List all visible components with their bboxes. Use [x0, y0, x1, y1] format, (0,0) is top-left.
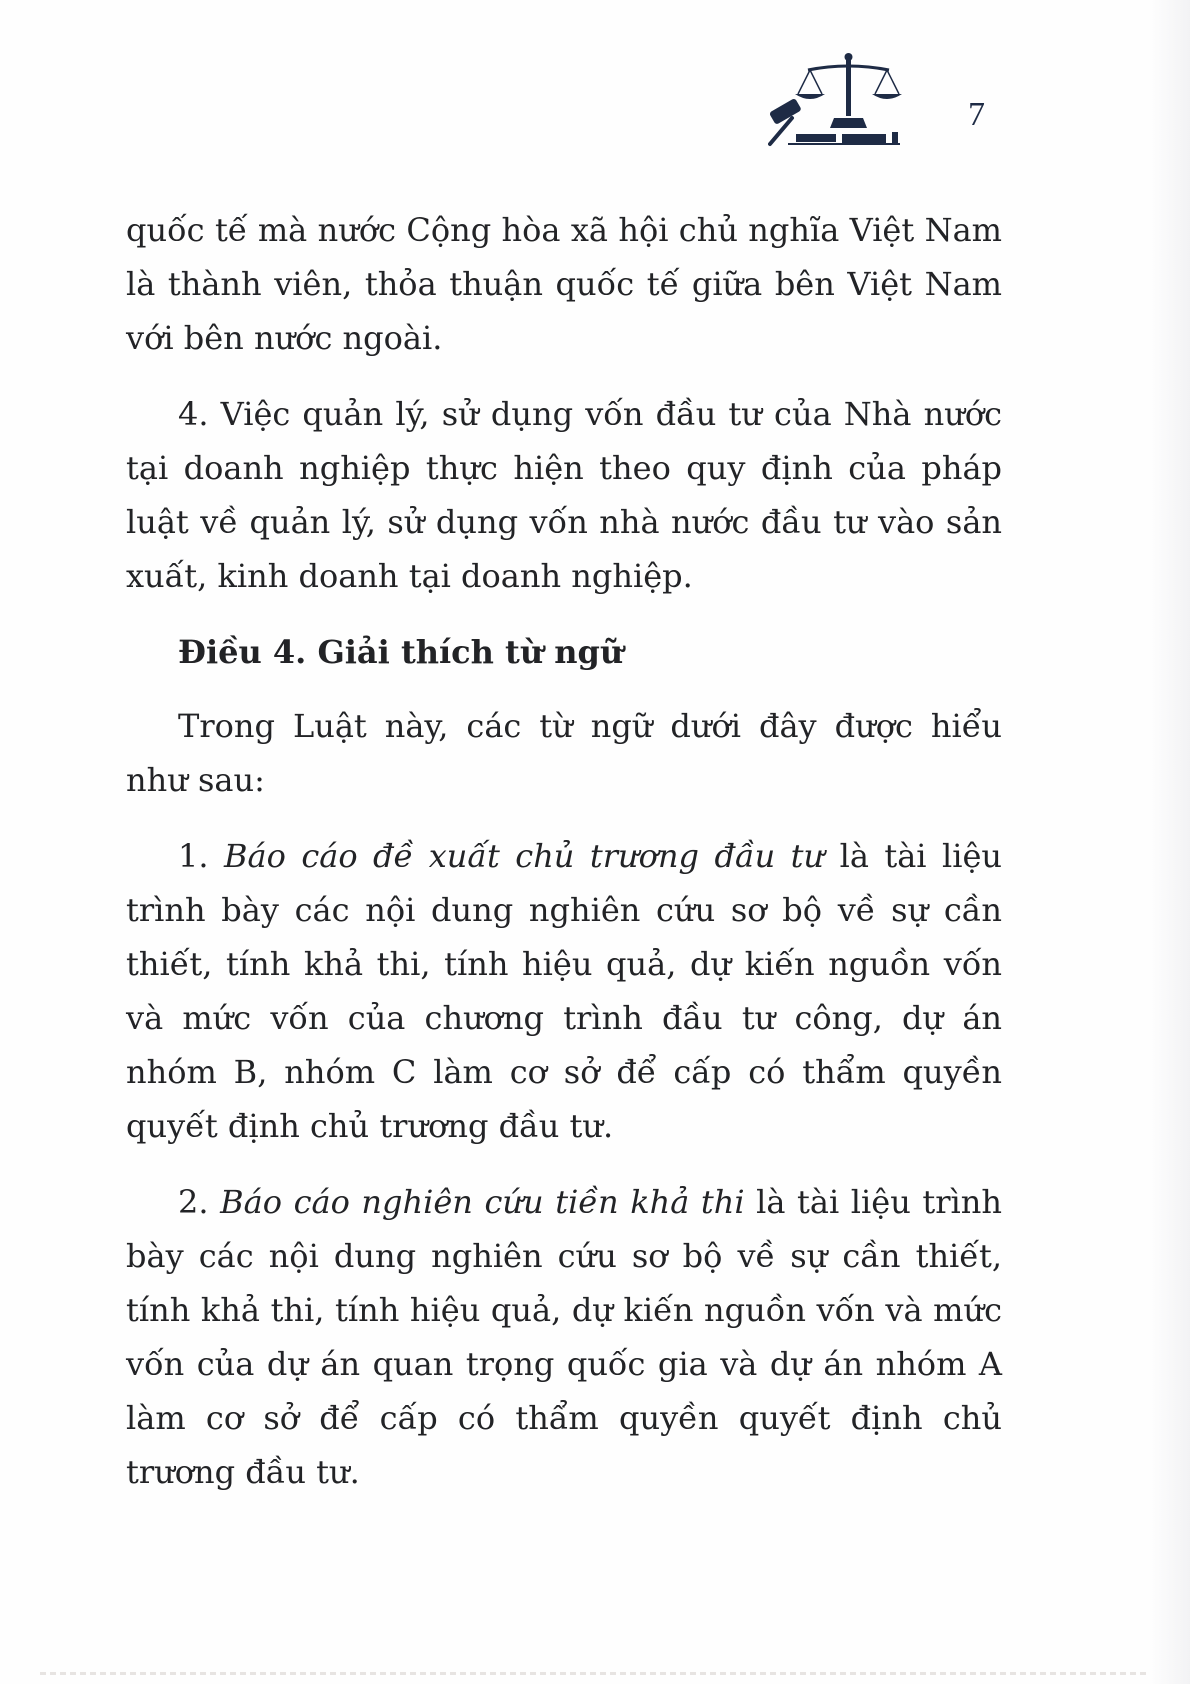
definition-1: [126, 829, 1002, 1153]
definition-1-text: là tài liệu trình bày các nội dung nghiên cứu sơ bộ về sự cần thiết, tính khả thi, tính hiệu quả, dự kiến nguồn vốn và mức vốn của chương trình đầu tư công, dự án nhóm B, nhóm C làm cơ sở để cấp có thẩm quyền quyết định chủ trương đầu tư.: [126, 837, 1003, 1145]
definition-2-number: 2.: [178, 1183, 221, 1221]
page-edge-shadow: [1150, 0, 1190, 1684]
page-number: 7: [968, 96, 985, 133]
definition-2: [126, 1175, 1002, 1499]
continuation-paragraph: quốc tế mà nước Cộng hòa xã hội chủ nghĩa Việt Nam là thành viên, thỏa thuận quốc tế giữa bên Việt Nam với bên nước ngoài.: [126, 211, 1002, 357]
clause-4-paragraph: 4. Việc quản lý, sử dụng vốn đầu tư của Nhà nước tại doanh nghiệp thực hiện theo quy định của pháp luật về quản lý, sử dụng vốn nhà nước đầu tư vào sản xuất, kinh doanh tại doanh nghiệp.: [126, 395, 1002, 595]
page-body: [126, 203, 1002, 1521]
definition-1-term: Báo cáo đề xuất chủ trương đầu tư: [224, 837, 825, 875]
scales-of-justice-gavel-icon: [768, 48, 918, 148]
definition-2-term: Báo cáo nghiên cứu tiền khả thi: [220, 1183, 745, 1221]
page-bottom-edge: [40, 1672, 1150, 1675]
definition-1-number: 1.: [178, 837, 224, 875]
article-heading: Điều 4. Giải thích từ ngữ: [178, 633, 624, 671]
intro-paragraph: Trong Luật này, các từ ngữ dưới đây được hiểu như sau:: [126, 707, 1002, 799]
definition-2-text: là tài liệu trình bày các nội dung nghiên cứu sơ bộ về sự cần thiết, tính khả thi, tính hiệu quả, dự kiến nguồn vốn và mức vốn của dự án quan trọng quốc gia và dự án nhóm A làm cơ sở để cấp có thẩm quyền quyết định chủ trương đầu tư.: [126, 1183, 1003, 1491]
